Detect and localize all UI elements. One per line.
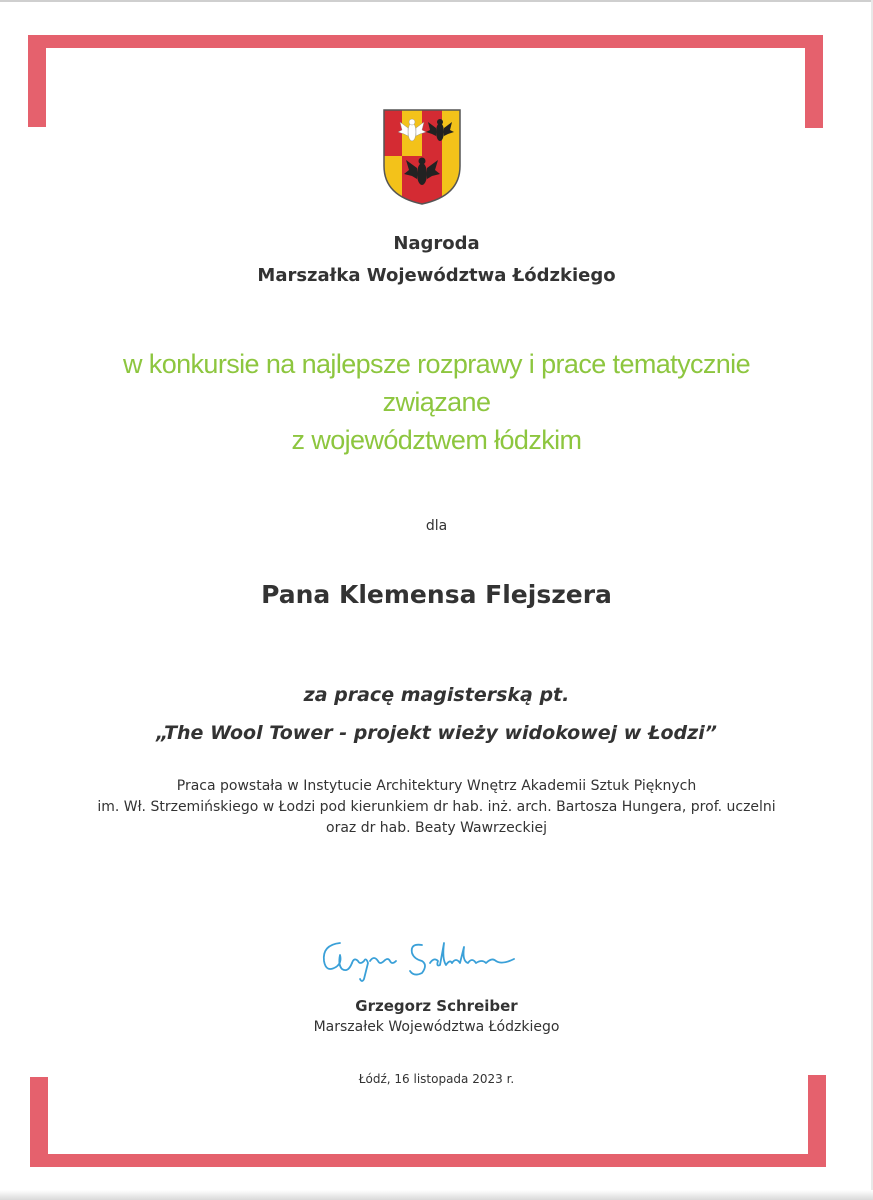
scan-edge (0, 1190, 873, 1200)
contest-line1: w konkursie na najlepsze rozprawy i prace tematycznie (123, 349, 750, 379)
frame-top-right-corner (805, 35, 823, 128)
scan-edge (0, 0, 873, 2)
coat-of-arms-icon (382, 108, 462, 206)
contest-description (0, 345, 873, 459)
signatory-role: Marszałek Województwa Łódzkiego (313, 1019, 560, 1035)
thesis-line2: „The Wool Tower - projekt wieży widokowej w Łodzi” (156, 722, 717, 744)
for-label: dla (425, 518, 448, 534)
thesis-title (0, 676, 873, 752)
award-title (0, 228, 873, 292)
thesis-line1: za pracę magisterską pt. (303, 684, 570, 706)
description-line3: oraz dr hab. Beaty Wawrzeckiej (326, 820, 547, 836)
award-title-line1: Nagroda (393, 233, 480, 254)
signatory-name: Grzegorz Schreiber (355, 997, 518, 1015)
frame-bottom-left-corner (30, 1077, 48, 1167)
description-line1: Praca powstała w Instytucie Architektury Wnętrz Akademii Sztuk Pięknych (176, 778, 697, 794)
contest-line3: z województwem łódzkim (291, 425, 582, 455)
thesis-description (0, 776, 873, 839)
recipient-name: Pana Klemensa Flejszera (261, 580, 612, 609)
frame-bottom-right-corner (808, 1075, 826, 1167)
frame-top-left-corner (28, 35, 46, 127)
handwritten-signature-icon (318, 935, 524, 985)
contest-line2: związane (382, 387, 491, 417)
description-line2: im. Wł. Strzemińskiego w Łodzi pod kierunkiem dr hab. inż. arch. Bartosza Hungera, prof. uczelni (97, 799, 776, 815)
frame-top-border (28, 35, 823, 48)
issue-date: Łódź, 16 listopada 2023 r. (358, 1072, 515, 1086)
award-title-line2: Marszałka Województwa Łódzkiego (257, 265, 616, 286)
frame-bottom-border (30, 1154, 826, 1167)
